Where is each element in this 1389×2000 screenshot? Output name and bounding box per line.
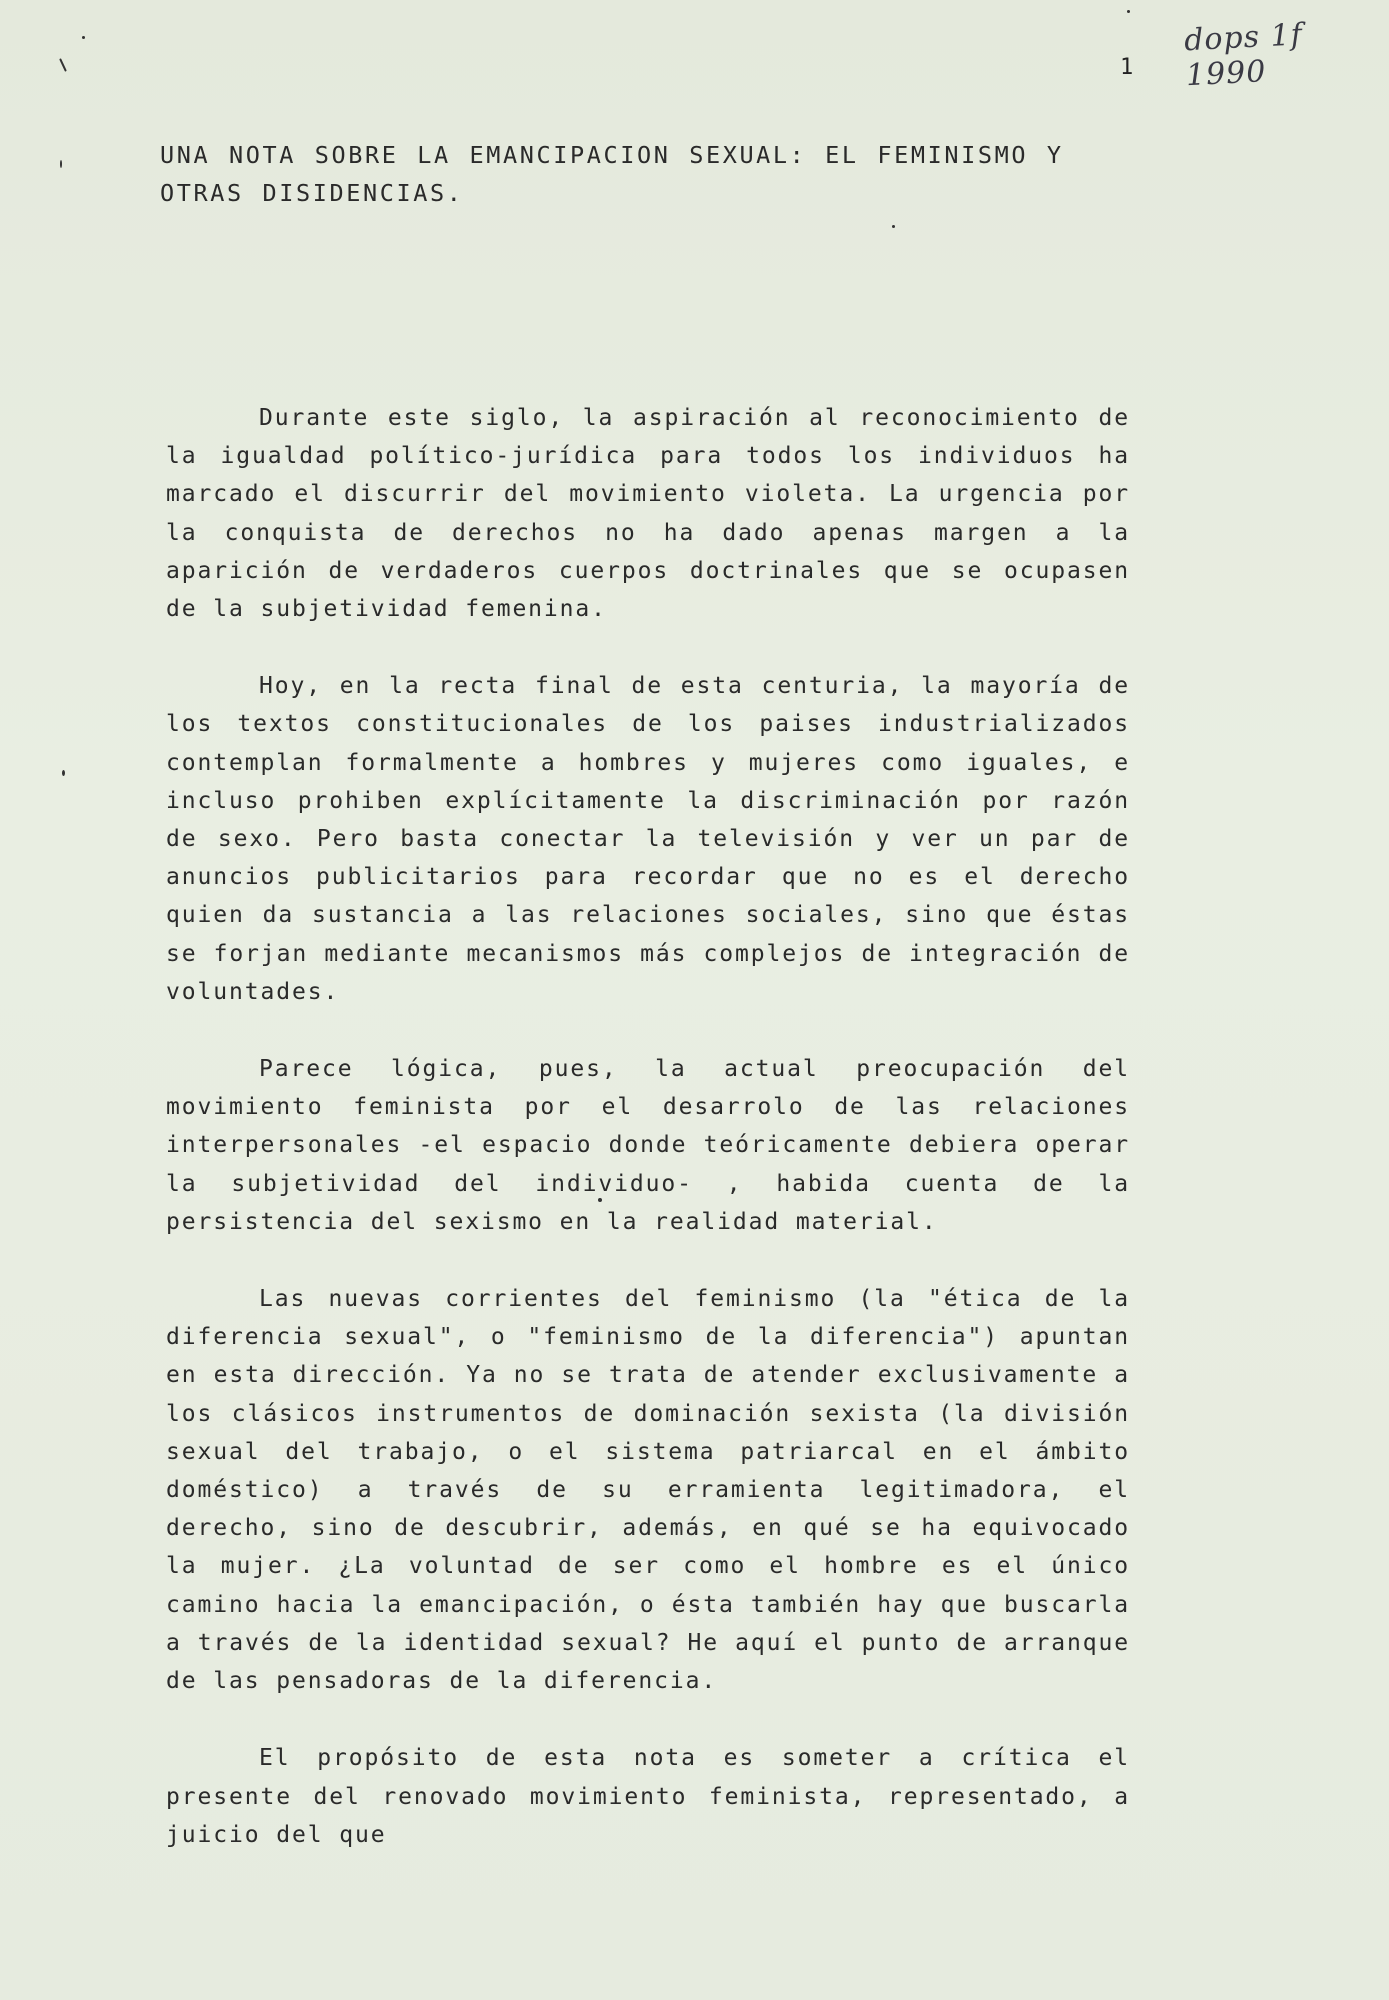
handwritten-annotation: dops 1f 1990	[1183, 17, 1304, 94]
page-number: 1	[1120, 55, 1134, 80]
scan-speck	[82, 36, 85, 39]
document-title: UNA NOTA SOBRE LA EMANCIPACION SEXUAL: EL FEMINISMO Y OTRAS DISIDENCIAS.	[160, 141, 1064, 207]
scan-speck	[60, 160, 62, 168]
scan-speck	[598, 1198, 602, 1202]
scan-speck	[1127, 10, 1130, 13]
paragraph: El propósito de esta nota es someter a crítica el presente del renovado movimiento feminista, representado, a juicio del que	[166, 1745, 1130, 1848]
scan-speck	[62, 770, 65, 776]
paragraph: Las nuevas corrientes del feminismo (la "ética de la diferencia sexual", o "feminismo de la diferencia") apuntan en esta dirección. Ya no se trata de atender exclusivamente a los clásicos instrumentos de dominación sexista (la división sexual del trabajo, o el sistema patriarcal en el ámbito doméstico) a través de su erramienta legitimadora, el derecho, sino de descubrir, además, en qué se ha equivocado la mujer. ¿La voluntad de ser como el hombre es el único camino hacia la emancipación, o ésta también hay que buscarla a través de la identidad sexual? He aquí el punto de arranque de las pensadoras de la diferencia.	[166, 1286, 1130, 1695]
document-body	[166, 399, 1130, 1893]
paragraph: Hoy, en la recta final de esta centuria, la mayoría de los textos constitucionales de los paises industrializados contemplan formalmente a hombres y mujeres como iguales, e incluso prohiben explícitamente la discriminación por razón de sexo. Pero basta conectar la televisión y ver un par de anuncios publicitarios para recordar que no es el derecho quien da sustancia a las relaciones sociales, sino que éstas se forjan mediante mecanismos más complejos de integración de voluntades.	[166, 673, 1130, 1005]
paragraph: Parece lógica, pues, la actual preocupación del movimiento feminista por el desarrolo de las relaciones interpersonales -el espacio donde teóricamente debiera operar la subjetividad del individuo- , habida cuenta de la persistencia del sexismo en la realidad material.	[166, 1056, 1130, 1235]
paragraph: Durante este siglo, la aspiración al reconocimiento de la igualdad político-jurídica para todos los individuos ha marcado el discurrir del movimiento violeta. La urgencia por la conquista de derechos no ha dado apenas margen a la aparición de verdaderos cuerpos doctrinales que se ocupasen de la subjetividad femenina.	[166, 405, 1130, 623]
scan-speck	[59, 58, 67, 72]
scan-speck	[892, 225, 895, 228]
